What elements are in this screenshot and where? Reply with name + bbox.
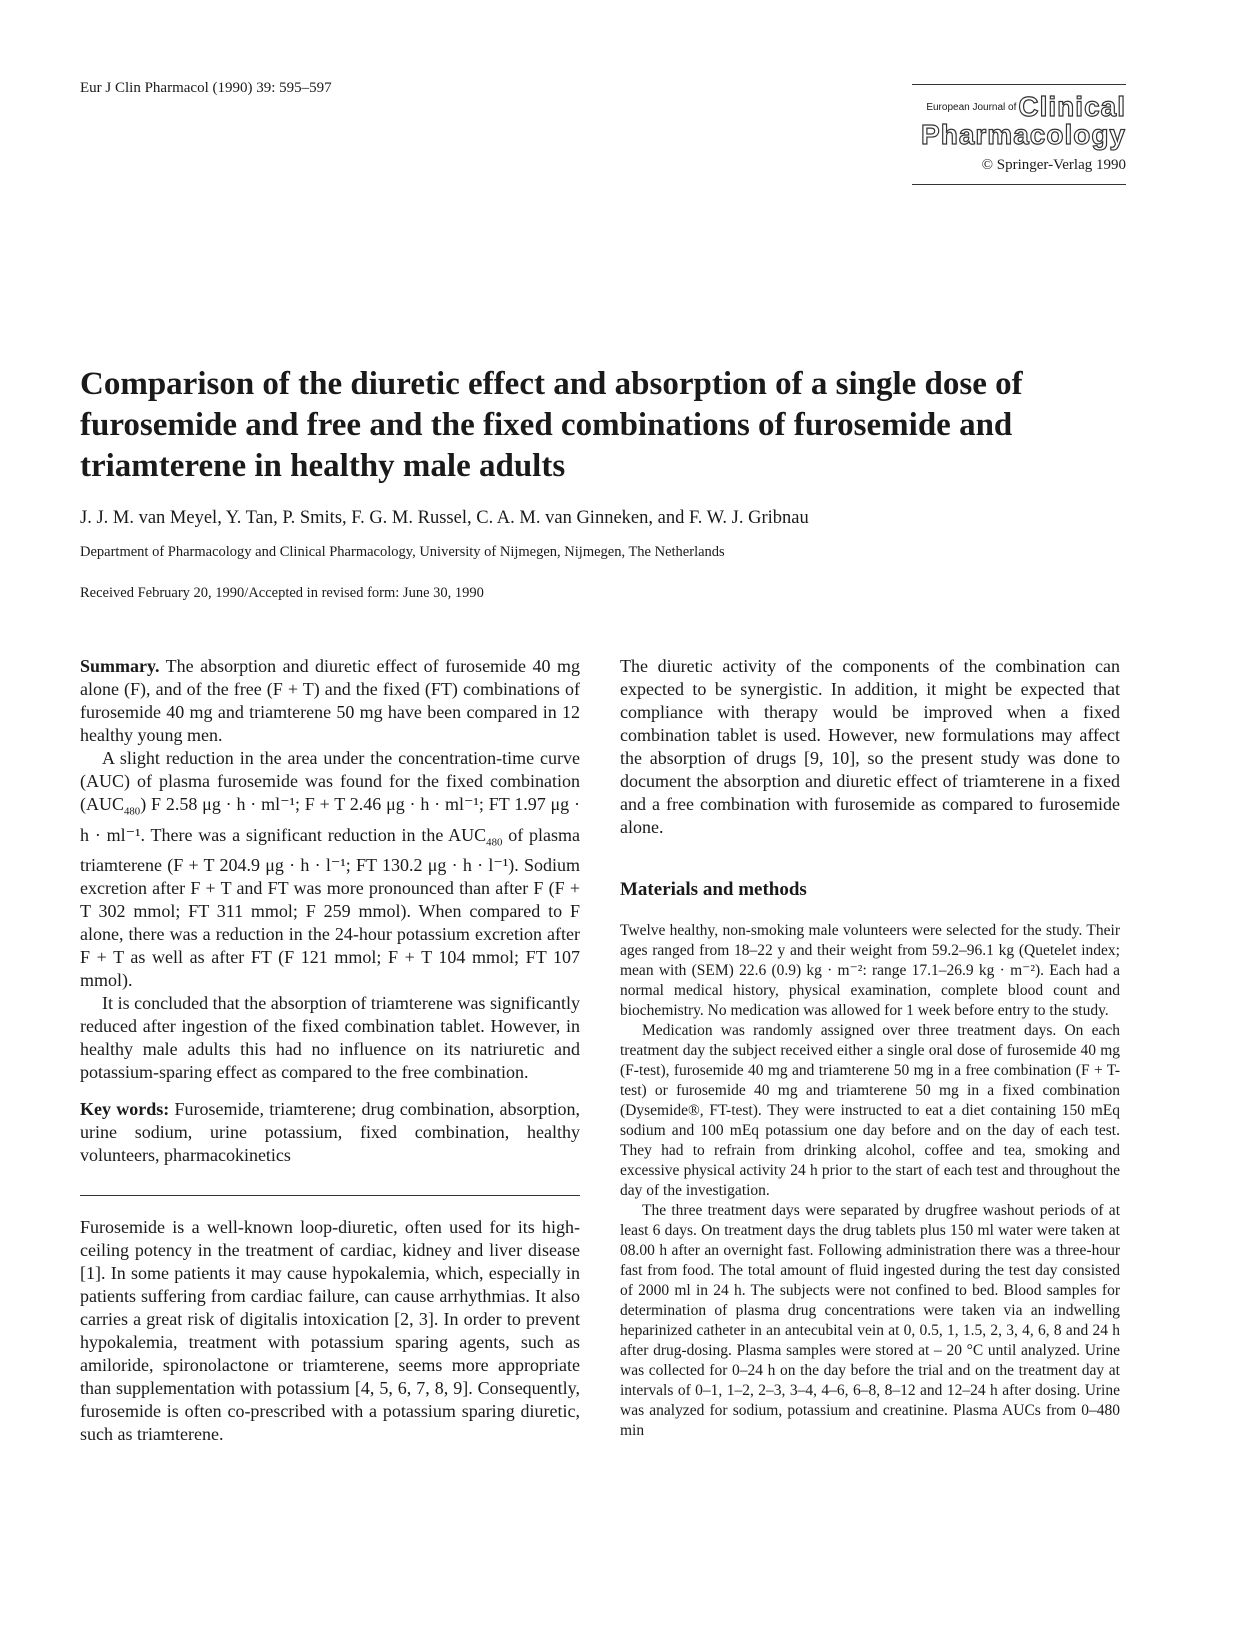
journal-logo [912,93,1126,149]
journal-logo-word-clinical: Clinical [1018,91,1126,122]
abstract-divider [80,1195,580,1196]
publisher-copyright: © Springer-Verlag 1990 [981,157,1126,173]
journal-logo-word-pharmacology: Pharmacology [921,119,1126,150]
methods-heading: Materials and methods [620,879,807,900]
journal-citation: Eur J Clin Pharmacol (1990) 39: 595–597 [80,80,332,96]
summary-conclusion-paragraph: It is concluded that the absorption of triamterene was significantly reduced after ingestion of the fixed combination tablet. However, in healthy male adults this had no influence on its natriuretic and potassium-sparing effect as compared to the free combination. [80,993,580,1083]
summary-text: The absorption and diuretic effect of furosemide 40 mg alone (F), and of the free (F + T) and the fixed (FT) combinations of furosemide 40 mg and triamterene 50 mg have been compared in 12 healthy young men. [80,656,580,745]
received-dates: Received February 20, 1990/Accepted in revised form: June 30, 1990 [80,585,484,601]
right-column [620,655,1120,1441]
auc-subscript: 480 [124,805,141,818]
auc-subscript: 480 [486,836,503,849]
masthead-top-rule [912,84,1126,85]
article-title: Comparison of the diuretic effect and absorption of a single dose of furosemide and free and the fixed combinations of furosemide and triamterene in healthy male adults [80,366,1023,484]
author-list: J. J. M. van Meyel, Y. Tan, P. Smits, F. G. M. Russel, C. A. M. van Ginneken, and F. W. J. Gribnau [80,508,809,528]
keywords-label: Key words: [80,1099,170,1120]
left-column [80,655,580,1446]
methods-paragraph-3: The three treatment days were separated by drugfree washout periods of at least 6 days. On treatment days the drug tablets plus 150 ml water were taken at 08.00 h after an overnight fast. Following administration there was a three-hour fast from food. The total amount of fluid ingested during the test day consisted of 2000 ml in 24 h. The subjects were not confined to bed. Blood samples for determination of plasma drug concentrations were taken via an indwelling heparinized catheter in an antecubital vein at 0, 0.5, 1, 1.5, 2, 3, 4, 6, 8 and 24 h after drug-dosing. Plasma samples were stored at – 20 °C until analyzed. Urine was collected for 0–24 h on the day before the trial and on the treatment day at intervals of 0–1, 1–2, 2–3, 3–4, 4–6, 6–8, 8–12 and 12–24 h after dosing. Urine was analyzed for sodium, potassium and creatinine. Plasma AUCs from 0–480 min [620,1202,1120,1439]
keywords-text: Furosemide, triamterene; drug combination, absorption, urine sodium, urine potassium, fixed combination, healthy volunteers, pharmacokinetics [80,1099,580,1166]
keywords-paragraph [80,1098,580,1167]
summary-results-part-3: of plasma triamterene (F + T 204.9 μg · h · l⁻¹; FT 130.2 μg · h · l⁻¹). Sodium excretion after F + T and FT was more pronounced than after F (F + T 302 mmol; FT 311 mmol; F 259 mmol). When compared to F alone, there was a reduction in the 24-hour potassium excretion after F + T as well as after FT (F 121 mmol; F + T 104 mmol; FT 107 mmol). [80,824,580,991]
journal-logo-prefix: European Journal of [926,102,1017,113]
intro-paragraph-1: Furosemide is a well-known loop-diuretic, often used for its high-ceiling potency in the treatment of cardiac, kidney and liver disease [1]. In some patients it may cause hypokalemia, which, especially in patients suffering from cardiac failure, can cause arrhythmias. It also carries a great risk of digitalis intoxication [2, 3]. In order to prevent hypokalemia, treatment with potassium sparing agents, such as amiloride, spironolactone or triamterene, seems more appropriate than supplementation with potassium [4, 5, 6, 7, 8, 9]. Consequently, furosemide is often co-prescribed with a potassium sparing diuretic, such as triamterene. [80,1217,580,1445]
author-affiliation: Department of Pharmacology and Clinical Pharmacology, University of Nijmegen, Nijmegen, The Netherlands [80,544,725,560]
summary-results-part-1: A slight reduction in the area under the concentration-time curve (AUC) of plasma furosemide was found for the fixed combination (AUC [80,748,580,814]
summary-results-paragraph [80,747,580,992]
journal-masthead [912,84,1126,185]
intro-paragraph-2: The diuretic activity of the components of the combination can expected to be synergistic. In addition, it might be expected that compliance with therapy would be improved when a fixed combination tablet is used. However, new formulations may affect the absorption of drugs [9, 10], so the present study was done to document the absorption and diuretic effect of triamterene in a fixed and a free combination with furosemide as compared to furosemide alone. [620,656,1120,837]
summary-results-part-2: ) F 2.58 μg · h · ml⁻¹; F + T 2.46 μg · h · ml⁻¹; FT 1.97 μg · h · ml⁻¹. There was a significant reduction in the AUC [80,794,580,845]
summary-paragraph [80,655,580,747]
methods-paragraph-2: Medication was randomly assigned over three treatment days. On each treatment day the subject received either a single oral dose of furosemide 40 mg (F-test), furosemide 40 mg and triamterene 50 mg in a free combination (F + T-test) or furosemide 40 mg and triamterene 50 mg in a fixed combination (Dysemide®, FT-test). They were instructed to eat a diet containing 150 mEq sodium and 100 mEq potassium one day before and on the day of each test. They had to refrain from drinking alcohol, coffee and tea, smoking and excessive physical activity 24 h prior to the start of each test and throughout the day of the investigation. [620,1022,1120,1199]
summary-label: Summary. [80,656,160,676]
masthead-bottom-rule [912,184,1126,185]
methods-paragraph-1: Twelve healthy, non-smoking male volunteers were selected for the study. Their ages ranged from 18–22 y and their weight from 59.2–96.1 kg (Quetelet index; mean with (SEM) 22.6 (0.9) kg · m⁻²: range 17.1–26.9 kg · m⁻²). Each had a normal medical history, physical examination, complete blood count and biochemistry. No medication was allowed for 1 week before entry to the study. [620,922,1120,1019]
